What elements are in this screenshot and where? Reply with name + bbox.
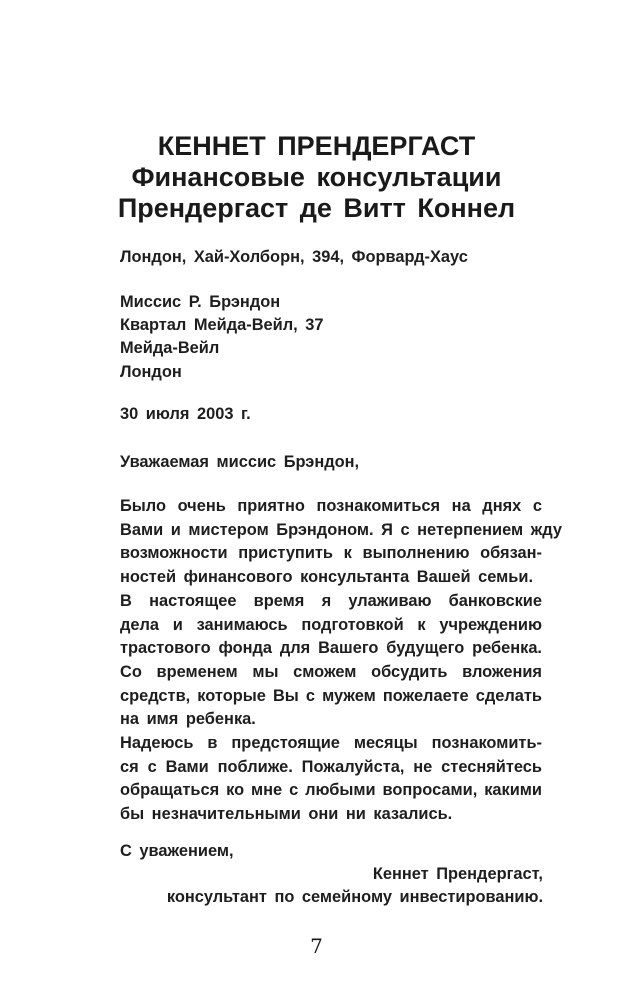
- body-line: Надеюсь в предстоящие месяцы познакомить-: [120, 734, 542, 753]
- body-line: Было очень приятно познакомиться на днях с: [120, 497, 542, 515]
- body-line: обращаться ко мне с любыми вопросами, какими: [120, 781, 542, 800]
- body-line: дела и занимаюсь подготовкой к учреждению: [120, 615, 542, 634]
- closing: С уважением,: [120, 842, 234, 860]
- recipient-line: Мейда-Вейл: [120, 339, 220, 358]
- body-line: Со временем мы сможем обсудить вложения: [120, 662, 542, 681]
- letterhead-firm-type: Финансовые консультации: [131, 162, 502, 192]
- body-line: Вами и мистером Брэндоном. Я с нетерпением жду: [120, 520, 563, 539]
- page-number: 7: [310, 934, 323, 958]
- body-line: средств, которые Вы с мужем пожелаете сделать: [120, 686, 542, 705]
- letter-date: 30 июля 2003 г.: [120, 405, 251, 423]
- letterhead-firm-name: Прендергаст де Витт Коннел: [117, 193, 516, 223]
- signature-name: Кеннет Прендергаст,: [372, 865, 543, 883]
- letter-body: [120, 495, 563, 827]
- body-line: В настоящее время я улаживаю банковские: [120, 591, 542, 610]
- body-line: трастового фонда для Вашего будущего ребенка.: [120, 639, 542, 658]
- recipient-line: Лондон: [120, 362, 182, 381]
- sender-address: Лондон, Хай-Холборн, 394, Форвард-Хаус: [120, 248, 468, 266]
- body-line: бы незначительными они ни казались.: [120, 805, 453, 824]
- body-line: ся с Вами поближе. Пожалуйста, не стесняйтесь: [120, 757, 542, 776]
- body-line: ностей финансового консультанта Вашей семьи.: [120, 568, 534, 587]
- letterhead-name: КЕННЕТ ПРЕНДЕРГАСТ: [157, 131, 476, 161]
- signature-title: консультант по семейному инвестированию.: [166, 888, 543, 906]
- recipient-line: Квартал Мейда-Вейл, 37: [120, 316, 324, 335]
- body-line: на имя ребенка.: [120, 710, 256, 729]
- letterhead: [0, 131, 633, 224]
- recipient-block: [120, 291, 324, 384]
- salutation: Уважаемая миссис Брэндон,: [120, 453, 360, 471]
- recipient-line: Миссис Р. Брэндон: [120, 293, 281, 311]
- body-line: возможности приступить к выполнению обязан-: [120, 544, 542, 563]
